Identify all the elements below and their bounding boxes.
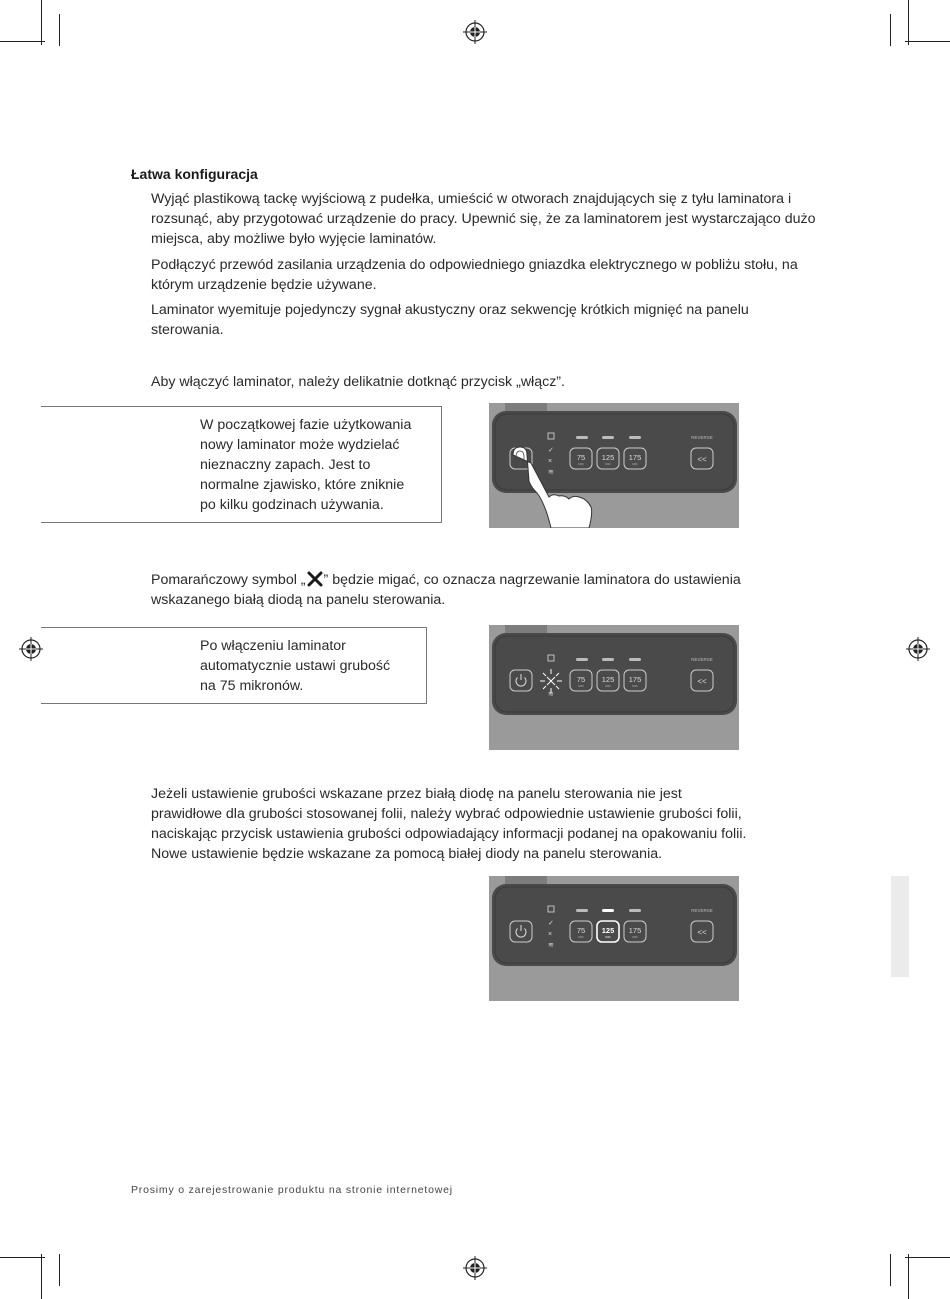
thickness-leds — [576, 658, 641, 661]
registration-mark-icon — [463, 1256, 487, 1280]
thickness-75-label: 75 — [576, 453, 586, 462]
svg-text:<<: << — [697, 928, 707, 937]
svg-text:REVERSE: REVERSE — [691, 657, 713, 662]
footer-text: Prosimy o zarejestrowanie produktu na stronie internetowej — [131, 1184, 453, 1196]
step1-instruction: Aby włączyć laminator, należy delikatnie dotknąć przycisk „włącz”. — [151, 374, 565, 390]
svg-text:75: 75 — [576, 926, 586, 935]
svg-text:125: 125 — [601, 926, 615, 935]
svg-text:≋: ≋ — [548, 942, 554, 949]
registration-mark-icon — [19, 637, 43, 661]
thickness-175-label: 175 — [628, 453, 642, 462]
thickness-125-label: 125 — [601, 453, 615, 462]
note-line: po kilku godzinach używania. — [200, 497, 384, 513]
svg-text:175: 175 — [628, 675, 642, 684]
note-line: Po włączeniu laminator — [200, 638, 346, 654]
svg-text:MIC: MIC — [632, 462, 638, 466]
active-led — [602, 909, 614, 912]
laminator-panel-illustration-2 — [489, 625, 739, 750]
registration-mark-icon — [463, 20, 487, 44]
step2-text-c: wskazanego białą diodą na panelu sterowania. — [151, 592, 446, 608]
svg-text:MIC: MIC — [632, 935, 638, 939]
svg-text:175: 175 — [628, 926, 642, 935]
step2-text-b: ” będzie migać, co oznacza nagrzewanie laminatora do ustawienia — [323, 572, 741, 588]
laminator-panel-illustration-3 — [489, 876, 739, 1001]
intro-paragraph-1 — [151, 189, 821, 249]
step2-note — [200, 636, 390, 696]
step2-instruction — [151, 570, 821, 610]
laminator-panel-illustration-1 — [489, 403, 739, 528]
svg-text:125: 125 — [601, 675, 615, 684]
note-line: normalne zjawisko, które zniknie — [200, 477, 405, 493]
reverse-label: REVERSE — [691, 435, 713, 440]
svg-text:≋: ≋ — [548, 691, 554, 698]
note-line: nowy laminator może wydzielać — [200, 437, 400, 453]
note-line: nieznaczny zapach. Jest to — [200, 457, 371, 473]
step1-note — [200, 415, 411, 515]
section-title: Łatwa konfiguracja — [131, 166, 258, 182]
note-line: automatycznie ustawi grubość — [200, 658, 391, 674]
svg-text:<<: << — [697, 677, 707, 686]
svg-text:REVERSE: REVERSE — [691, 908, 713, 913]
thickness-leds — [576, 436, 641, 439]
svg-text:MIC: MIC — [578, 684, 584, 688]
intro-text-1: Wyjąć plastikową tackę wyjściową z pudełka, umieścić w otworach znajdujących się z tyłu laminatora i rozsunąć, aby przygotować urządzenie do pracy. Upewnić się, że za laminatorem jest wystarczająco dużo miejsca, aby możliwe było wyjęcie laminatów. — [151, 191, 816, 247]
thickness-leds — [576, 909, 641, 912]
svg-text:MIC: MIC — [578, 462, 584, 466]
step2-text-a: Pomarańczowy symbol „ — [151, 572, 306, 588]
svg-text:✓: ✓ — [548, 920, 554, 927]
intro-text-3: Laminator wyemituje pojedynczy sygnał akustyczny oraz sekwencję krótkich mignięć na panelu sterowania. — [151, 302, 749, 338]
heating-x-icon — [306, 570, 324, 588]
reverse-symbol: << — [697, 455, 707, 464]
note-line: na 75 mikronów. — [200, 678, 304, 694]
note-line: W początkowej fazie użytkowania — [200, 417, 412, 433]
svg-text:×: × — [548, 458, 553, 465]
step3-instruction — [151, 784, 821, 864]
intro-paragraph-3 — [151, 300, 821, 340]
svg-text:MIC: MIC — [605, 462, 611, 466]
intro-paragraph-2 — [151, 255, 821, 295]
intro-text-2: Podłączyć przewód zasilania urządzenia do odpowiedniego gniazdka elektrycznego w pobliżu stołu, na którym urządzenie będzie używane. — [151, 257, 798, 293]
side-language-tab — [891, 876, 909, 977]
svg-text:≋: ≋ — [548, 469, 554, 476]
svg-text:MIC: MIC — [605, 935, 611, 939]
svg-text:MIC: MIC — [632, 684, 638, 688]
step3-line: Jeżeli ustawienie grubości wskazane przez białą diodę na panelu sterowania nie jest — [151, 786, 682, 802]
svg-text:×: × — [548, 931, 553, 938]
registration-mark-icon — [906, 637, 930, 661]
step3-line: Nowe ustawienie będzie wskazane za pomocą białej diody na panelu sterowania. — [151, 846, 663, 862]
svg-text:MIC: MIC — [605, 684, 611, 688]
svg-text:✓: ✓ — [548, 447, 554, 454]
step3-line: prawidłowe dla grubości stosowanej folii, należy wybrać odpowiednie ustawienie grubości folii, — [151, 806, 742, 822]
svg-text:MIC: MIC — [578, 935, 584, 939]
svg-text:75: 75 — [576, 675, 586, 684]
step3-line: naciskając przycisk ustawienia grubości odpowiadający informacji podanej na opakowaniu folii. — [151, 826, 747, 842]
